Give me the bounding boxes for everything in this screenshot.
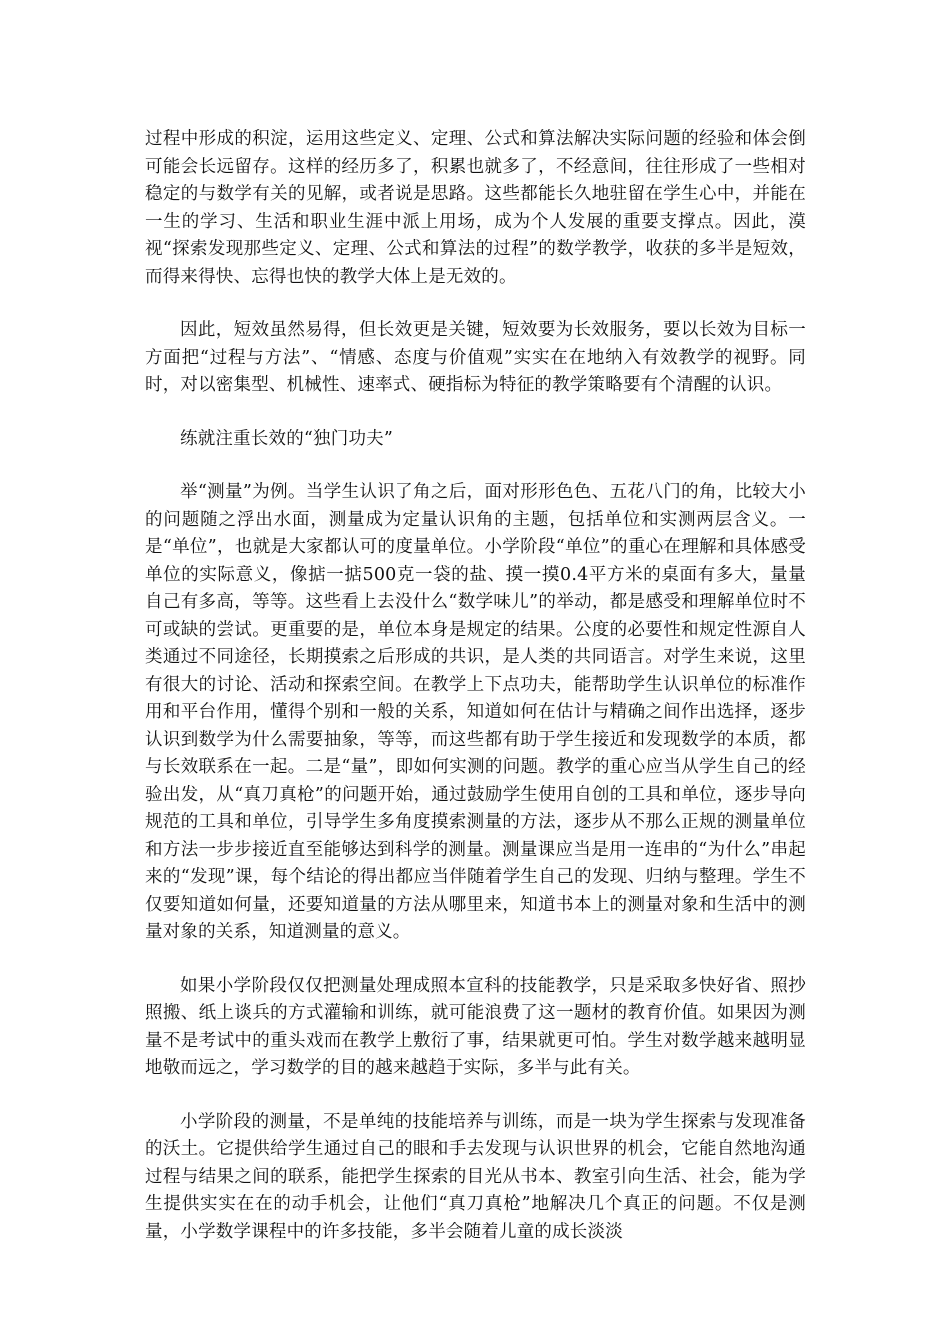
- paragraph-1: 过程中形成的积淀，运用这些定义、定理、公式和算法解决实际问题的经验和体会倒可能会长远留存。这样的经历多了，积累也就多了，不经意间，往往形成了一些相对稳定的与数学有关的见解，或者说是思路。这些都能长久地驻留在学生心中，并能在一生的学习、生活和职业生涯中派上用场，成为个人发展的重要支撑点。因此，漠视“探索发现那些定义、定理、公式和算法的过程”的数学教学，收获的多半是短效，而得来得快、忘得也快的教学大体上是无效的。: [145, 129, 806, 287]
- paragraph-3: 举“测量”为例。当学生认识了角之后，面对形形色色、五花八门的角，比较大小的问题随之浮出水面，测量成为定量认识角的主题，包括单位和实测两层含义。一是“单位”，也就是大家都认可的度量单位。小学阶段“单位”的重心在理解和具体感受单位的实际意义，像掂一掂500克一袋的盐、摸一摸0.4平方米的桌面有多大，量量自己有多高，等等。这些看上去没什么“数学味儿”的举动，都是感受和理解单位时不可或缺的尝试。更重要的是，单位本身是规定的结果。公度的必要性和规定性源自人类通过不同途径，长期摸索之后形成的共识，是人类的共同语言。对学生来说，这里有很大的讨论、活动和探索空间。在教学上下点功夫，能帮助学生认识单位的标准作用和平台作用，懂得个别和一般的关系，知道如何在估计与精确之间作出选择，逐步认识到数学为什么需要抽象，等等，而这些都有助于学生接近和发现数学的本质，都与长效联系在一起。二是“量”，即如何实测的问题。教学的重心应当从学生自己的经验出发，从“真刀真枪”的问题开始，通过鼓励学生使用自创的工具和单位，逐步导向规范的工具和单位，引导学生多角度摸索测量的方法，逐步从不那么正规的测量单位和方法一步步接近直至能够达到科学的测量。测量课应当是用一连串的“为什么”串起来的“发现”课，每个结论的得出都应当伴随着学生自己的发现、归纳与整理。学生不仅要知道如何量，还要知道量的方法从哪里来，知道书本上的测量对象和生活中的测量对象的关系，知道测量的意义。: [145, 482, 806, 942]
- article-body: [145, 126, 806, 1246]
- paragraph-2: 因此，短效虽然易得，但长效更是关键，短效要为长效服务，要以长效为目标一方面把“过程与方法”、“情感、态度与价值观”实实在在地纳入有效教学的视野。同时，对以密集型、机械性、速率式、硬指标为特征的教学策略要有个清醒的认识。: [145, 320, 806, 395]
- section-heading: 练就注重长效的“独门功夫”: [180, 428, 393, 449]
- paragraph-4: 如果小学阶段仅仅把测量处理成照本宣科的技能教学，只是采取多快好省、照抄照搬、纸上谈兵的方式灌输和训练，就可能浪费了这一题材的教育价值。如果因为测量不是考试中的重头戏而在教学上敷衍了事，结果就更可怕。学生对数学越来越明显地敬而远之，学习数学的目的越来越趋于实际，多半与此有关。: [145, 975, 806, 1078]
- paragraph-5: 小学阶段的测量，不是单纯的技能培养与训练，而是一块为学生探索与发现准备的沃土。它提供给学生通过自己的眼和手去发现与认识世界的机会，它能自然地沟通过程与结果之间的联系，能把学生探索的目光从书本、教室引向生活、社会，能为学生提供实实在在的动手机会，让他们“真刀真枪”地解决几个真正的问题。不仅是测量，小学数学课程中的许多技能，多半会随着儿童的成长淡淡: [145, 1111, 806, 1242]
